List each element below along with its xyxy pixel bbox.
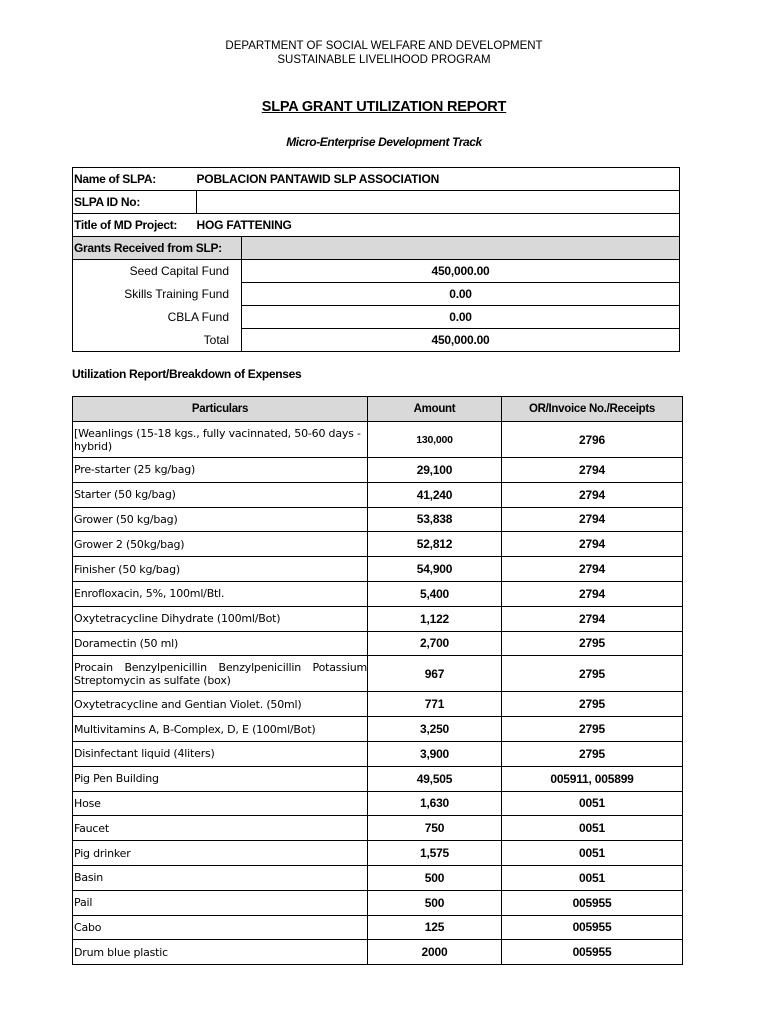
receipt-cell: 005911, 005899	[502, 766, 683, 791]
total-value: 450,000.00	[242, 329, 680, 352]
expenses-header-row	[73, 397, 683, 422]
amount-cell: 3,900	[368, 741, 502, 766]
particulars-cell: Doramectin (50 ml)	[73, 631, 368, 656]
receipt-cell: 0051	[502, 841, 683, 866]
amount-cell: 1,630	[368, 791, 502, 816]
particulars-cell: Drum blue plastic	[73, 940, 368, 965]
amount-cell: 41,240	[368, 482, 502, 507]
table-row	[73, 557, 683, 582]
amount-cell: 750	[368, 816, 502, 841]
amount-cell: 125	[368, 915, 502, 940]
amount-cell: 130,000	[368, 422, 502, 458]
col-receipts: OR/Invoice No./Receipts	[502, 397, 683, 422]
total-label: Total	[73, 329, 242, 352]
amount-cell: 967	[368, 656, 502, 692]
table-row	[73, 890, 683, 915]
particulars-cell: Pre-starter (25 kg/bag)	[73, 458, 368, 483]
particulars-cell: Starter (50 kg/bag)	[73, 482, 368, 507]
particulars-cell: Multivitamins A, B-Complex, D, E (100ml/Bot)	[73, 717, 368, 742]
info-row-grants	[73, 237, 680, 260]
expenses-table	[72, 396, 683, 965]
table-row	[73, 507, 683, 532]
receipt-cell: 2794	[502, 507, 683, 532]
receipt-cell: 2795	[502, 741, 683, 766]
amount-cell: 52,812	[368, 532, 502, 557]
table-row	[73, 940, 683, 965]
particulars-cell: Basin	[73, 865, 368, 890]
table-row	[73, 458, 683, 483]
receipt-cell: 005955	[502, 915, 683, 940]
table-row	[73, 581, 683, 606]
col-particulars: Particulars	[73, 397, 368, 422]
receipt-cell: 2795	[502, 717, 683, 742]
amount-cell: 500	[368, 890, 502, 915]
info-row-name	[73, 168, 680, 191]
particulars-cell: Cabo	[73, 915, 368, 940]
amount-cell: 53,838	[368, 507, 502, 532]
table-row	[73, 532, 683, 557]
table-row	[73, 766, 683, 791]
info-row-project	[73, 214, 680, 237]
receipt-cell: 2794	[502, 581, 683, 606]
fund-value: 0.00	[242, 306, 680, 329]
table-row	[73, 482, 683, 507]
table-row	[73, 606, 683, 631]
grants-label: Grants Received from SLP:	[73, 237, 242, 260]
track-subtitle: Micro-Enterprise Development Track	[286, 135, 482, 149]
amount-cell: 1,575	[368, 841, 502, 866]
fund-row-total	[73, 329, 680, 352]
section-title: Utilization Report/Breakdown of Expenses	[72, 367, 302, 381]
table-row	[73, 631, 683, 656]
particulars-cell: Grower (50 kg/bag)	[73, 507, 368, 532]
table-row	[73, 791, 683, 816]
particulars-cell: Hose	[73, 791, 368, 816]
id-value	[197, 191, 680, 214]
amount-cell: 49,505	[368, 766, 502, 791]
fund-row	[73, 283, 680, 306]
fund-label: Skills Training Fund	[73, 283, 242, 306]
amount-cell: 2000	[368, 940, 502, 965]
particulars-cell: Oxytetracycline Dihydrate (100ml/Bot)	[73, 606, 368, 631]
table-row	[73, 915, 683, 940]
amount-cell: 54,900	[368, 557, 502, 582]
receipt-cell: 0051	[502, 816, 683, 841]
name-value: POBLACION PANTAWID SLP ASSOCIATION	[197, 168, 680, 191]
receipt-cell: 2794	[502, 532, 683, 557]
receipt-cell: 2795	[502, 656, 683, 692]
receipt-cell: 0051	[502, 865, 683, 890]
table-row	[73, 656, 683, 692]
fund-value: 0.00	[242, 283, 680, 306]
program-name: SUSTAINABLE LIVELIHOOD PROGRAM	[277, 54, 491, 66]
particulars-cell: Enrofloxacin, 5%, 100ml/Btl.	[73, 581, 368, 606]
receipt-cell: 2794	[502, 557, 683, 582]
project-value: HOG FATTENING	[197, 214, 680, 237]
particulars-cell: Pig drinker	[73, 841, 368, 866]
amount-cell: 500	[368, 865, 502, 890]
receipt-cell: 0051	[502, 791, 683, 816]
fund-label: Seed Capital Fund	[73, 260, 242, 283]
table-row	[73, 717, 683, 742]
col-amount: Amount	[368, 397, 502, 422]
particulars-cell: [Weanlings (15-18 kgs., fully vacinnated, 50-60 days - hybrid)	[73, 422, 368, 458]
report-title: SLPA GRANT UTILIZATION REPORT	[261, 99, 507, 115]
receipt-cell: 2794	[502, 606, 683, 631]
table-row	[73, 816, 683, 841]
receipt-cell: 2796	[502, 422, 683, 458]
receipt-cell: 005955	[502, 940, 683, 965]
particulars-cell: Grower 2 (50kg/bag)	[73, 532, 368, 557]
project-label: Title of MD Project:	[73, 214, 197, 237]
fund-label: CBLA Fund	[73, 306, 242, 329]
amount-cell: 3,250	[368, 717, 502, 742]
receipt-cell: 2794	[502, 458, 683, 483]
particulars-cell: Oxytetracycline and Gentian Violet. (50ml)	[73, 692, 368, 717]
name-label: Name of SLPA:	[73, 168, 197, 191]
table-row	[73, 841, 683, 866]
amount-cell: 1,122	[368, 606, 502, 631]
fund-value: 450,000.00	[242, 260, 680, 283]
receipt-cell: 2795	[502, 692, 683, 717]
slpa-info-table	[72, 167, 680, 352]
id-label: SLPA ID No:	[73, 191, 197, 214]
particulars-cell: Faucet	[73, 816, 368, 841]
particulars-cell: Disinfectant liquid (4liters)	[73, 741, 368, 766]
amount-cell: 5,400	[368, 581, 502, 606]
receipt-cell: 2795	[502, 631, 683, 656]
department-name: DEPARTMENT OF SOCIAL WELFARE AND DEVELOPMENT	[225, 40, 543, 52]
fund-row	[73, 306, 680, 329]
table-row	[73, 741, 683, 766]
particulars-cell: Pig Pen Building	[73, 766, 368, 791]
table-row	[73, 692, 683, 717]
fund-row	[73, 260, 680, 283]
amount-cell: 2,700	[368, 631, 502, 656]
grants-blank	[242, 237, 680, 260]
receipt-cell: 005955	[502, 890, 683, 915]
table-row	[73, 865, 683, 890]
particulars-cell: Finisher (50 kg/bag)	[73, 557, 368, 582]
table-row	[73, 422, 683, 458]
receipt-cell: 2794	[502, 482, 683, 507]
particulars-cell: Procain Benzylpenicillin Benzylpenicillin Potassium Streptomycin as sulfate (box)	[73, 656, 368, 692]
amount-cell: 29,100	[368, 458, 502, 483]
particulars-cell: Pail	[73, 890, 368, 915]
info-row-id	[73, 191, 680, 214]
amount-cell: 771	[368, 692, 502, 717]
